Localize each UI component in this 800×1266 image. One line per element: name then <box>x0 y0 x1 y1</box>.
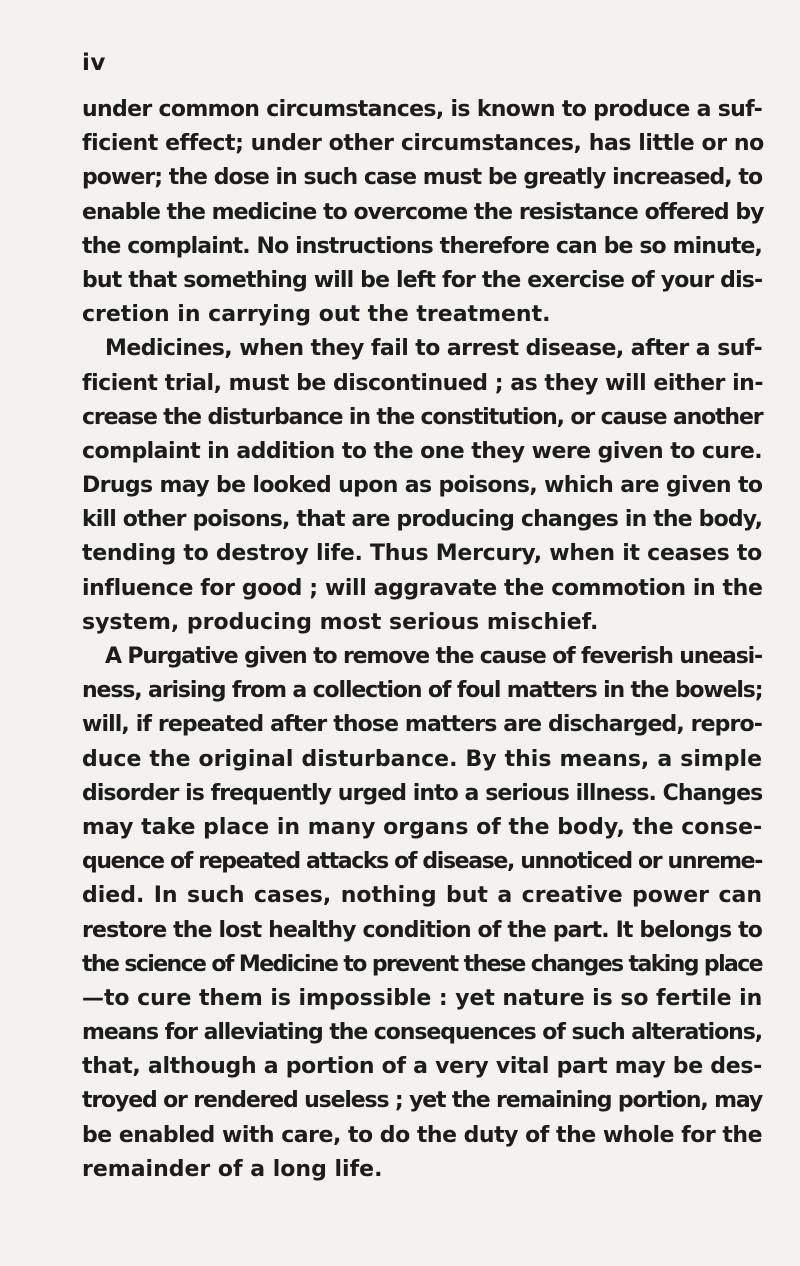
text-line: duce the original disturbance. By this means, a simple <box>82 746 762 772</box>
text-line: influence for good ; will aggravate the commotion in the <box>82 575 763 601</box>
text-line: ficient trial, must be discontinued ; as they will either in- <box>82 370 764 396</box>
text-line: A Purgative given to remove the cause of feverish uneasi- <box>105 644 762 669</box>
text-line: but that something will be left for the exercise of your dis- <box>82 267 763 293</box>
text-line: —to cure them is impossible : yet nature is so fertile in <box>82 985 763 1011</box>
text-line: kill other poisons, that are producing changes in the body, <box>82 507 763 533</box>
text-line: will, if repeated after those matters are discharged, repro- <box>82 712 762 738</box>
text-line: quence of repeated attacks of disease, unnoticed or unreme- <box>82 849 762 875</box>
text-line: be enabled with care, to do the duty of the whole for the <box>82 1122 762 1148</box>
text-line: system, producing most serious mischief. <box>82 609 599 635</box>
text-line: under common circumstances, is known to produce a suf- <box>82 97 763 122</box>
text-line: ness, arising from a collection of foul matters in the bowels; <box>82 678 763 704</box>
text-line: disorder is frequently urged into a serious illness. Changes <box>82 780 763 806</box>
text-line: tending to destroy life. Thus Mercury, when it ceases to <box>82 541 762 567</box>
text-line: ficient effect; under other circumstances, has little or no <box>82 131 764 157</box>
text-line: Medicines, when they fail to arrest disease, after a suf- <box>105 336 763 362</box>
body-text <box>82 93 762 1187</box>
text-line: that, although a portion of a very vital part may be des- <box>82 1054 763 1080</box>
text-line: remainder of a long life. <box>82 1156 383 1182</box>
text-line: complaint in addition to the one they were given to cure. <box>82 438 763 464</box>
text-line: troyed or rendered useless ; yet the remaining portion, may <box>82 1088 763 1114</box>
text-line: died. In such cases, nothing but a creative power can <box>82 883 762 909</box>
text-line: the science of Medicine to prevent these changes taking place <box>82 951 762 977</box>
text-line: Drugs may be looked upon as poisons, which are given to <box>82 473 763 499</box>
text-line: may take place in many organs of the body, the conse- <box>82 814 763 840</box>
text-line: power; the dose in such case must be greatly increased, to <box>82 165 763 191</box>
text-line: enable the medicine to overcome the resistance offered by <box>82 199 764 225</box>
text-line: cretion in carrying out the treatment. <box>82 302 551 328</box>
text-line: means for alleviating the consequences of such alterations, <box>82 1020 762 1046</box>
page-number: iv <box>82 50 106 76</box>
text-line: restore the lost healthy condition of the part. It belongs to <box>82 917 762 943</box>
text-line: the complaint. No instructions therefore can be so minute, <box>82 233 762 259</box>
text-line: crease the disturbance in the constitution, or cause another <box>82 404 763 430</box>
